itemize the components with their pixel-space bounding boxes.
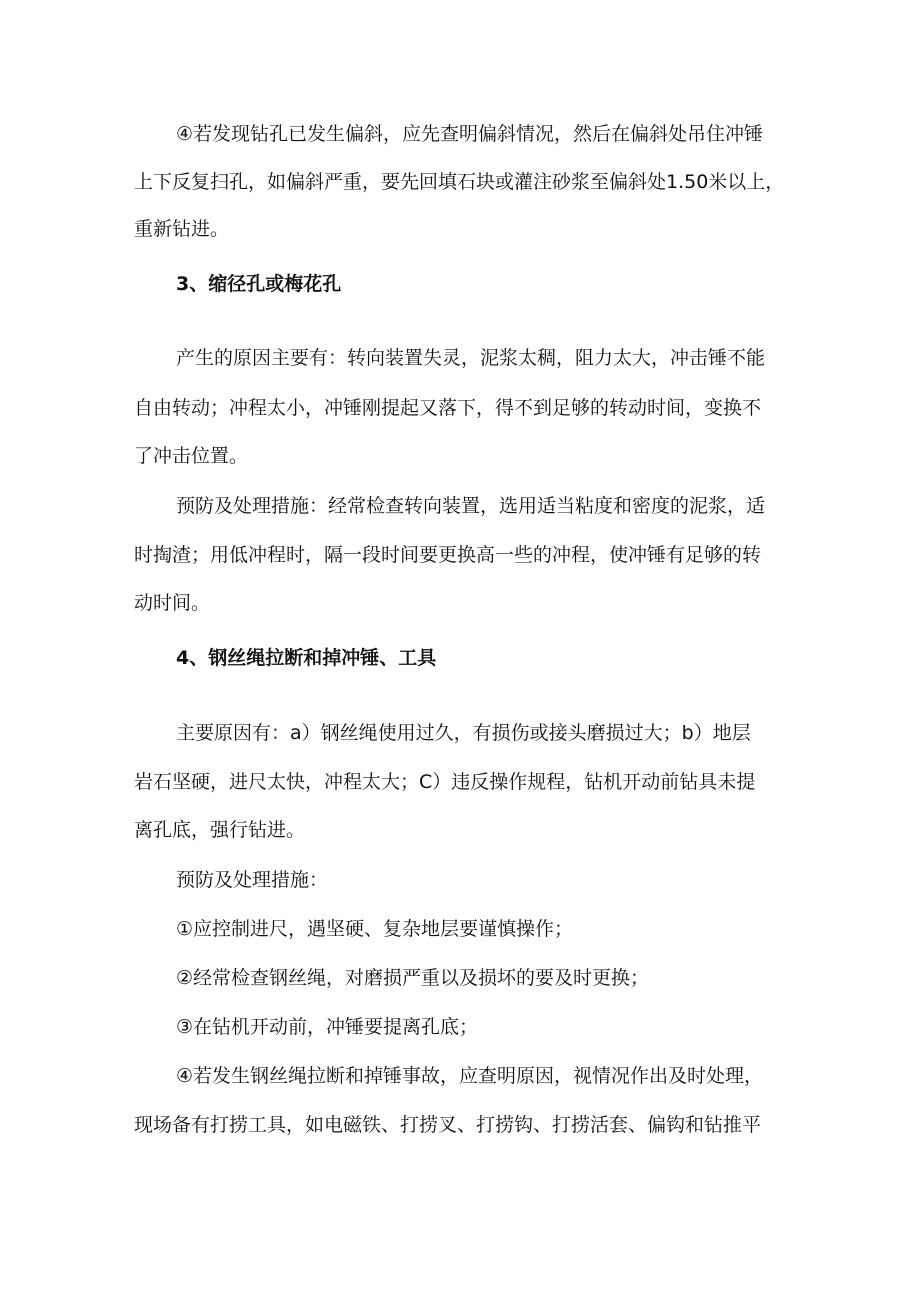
paragraph-line: 岩石坚硬，进尺太快，冲程太大；C）违反操作规程，钻机开动前钻具未提	[134, 771, 756, 793]
paragraph-line: 上下反复扫孔，如偏斜严重，要先回填石块或灌注砂浆至偏斜处1.50米以上，	[134, 171, 785, 193]
paragraph-line: 离孔底，强行钻进。	[134, 819, 306, 841]
paragraph-line: 预防及处理措施：	[176, 869, 329, 891]
paragraph-line: 重新钻进。	[134, 218, 230, 240]
paragraph-line: 现场备有打捞工具，如电磁铁、打捞叉、打捞钩、打捞活套、偏钩和钻推平	[134, 1114, 762, 1136]
list-item: ②经常检查钢丝绳，对磨损严重以及损坏的要及时更换；	[176, 967, 650, 989]
paragraph-line: ④若发现钻孔已发生偏斜，应先查明偏斜情况，然后在偏斜处吊住冲锤	[176, 123, 764, 145]
paragraph-line: 动时间。	[134, 592, 211, 614]
section-heading-4: 4、钢丝绳拉断和掉冲锤、工具	[176, 647, 437, 669]
list-item: ①应控制进尺，遇坚硬、复杂地层要谨慎操作；	[176, 918, 574, 940]
list-item: ④若发生钢丝绳拉断和掉锤事故，应查明原因，视情况作出及时处理，	[176, 1065, 764, 1087]
paragraph-line: 了冲击位置。	[134, 445, 249, 467]
section-heading-3: 3、缩径孔或梅花孔	[176, 273, 342, 295]
paragraph-line: 预防及处理措施：经常检查转向装置，选用适当粘度和密度的泥浆，适	[176, 495, 766, 517]
paragraph-line: 自由转动；冲程太小，冲锤刚提起又落下，得不到足够的转动时间，变换不	[134, 397, 762, 419]
paragraph-line: 时掏渣；用低冲程时，隔一段时间要更换高一些的冲程，使冲锤有足够的转	[134, 544, 762, 566]
paragraph-line: 主要原因有：a）钢丝绳使用过久，有损伤或接头磨损过大；b）地层	[176, 722, 751, 744]
paragraph-line: 产生的原因主要有：转向装置失灵，泥浆太稠，阻力太大，冲击锤不能	[176, 347, 766, 369]
list-item: ③在钻机开动前，冲锤要提离孔底；	[176, 1016, 479, 1038]
